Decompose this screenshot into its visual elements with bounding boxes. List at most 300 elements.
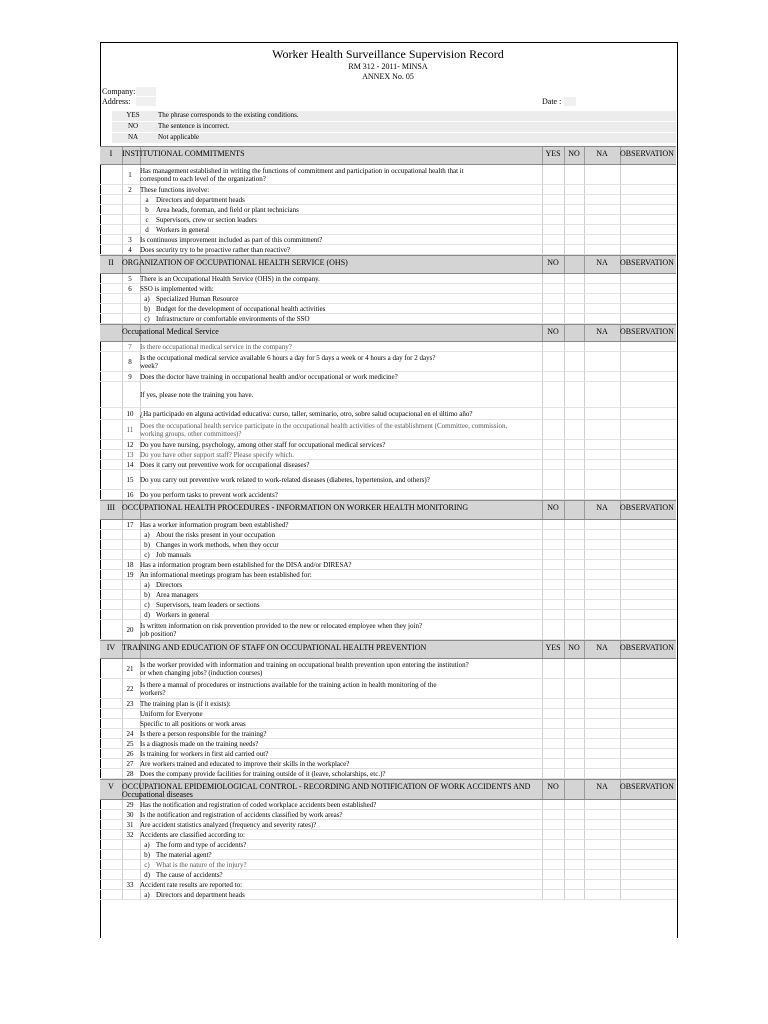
question-row <box>100 352 676 372</box>
observation-cell[interactable] <box>621 294 676 303</box>
observation-cell[interactable] <box>621 679 676 698</box>
question-text: Do you perform tasks to prevent work accidents? <box>140 491 278 499</box>
no-cell[interactable] <box>565 840 584 849</box>
legend-row <box>112 122 676 133</box>
question-text: Directors and department heads <box>156 891 245 899</box>
yes-cell[interactable] <box>543 759 564 768</box>
na-cell[interactable] <box>585 215 620 224</box>
observation-cell[interactable] <box>621 274 676 283</box>
cell-divider <box>122 890 123 899</box>
observation-cell[interactable] <box>621 830 676 839</box>
section-header-row <box>100 255 676 274</box>
yes-cell[interactable] <box>543 830 564 839</box>
yes-cell[interactable] <box>543 284 564 293</box>
na-cell[interactable] <box>585 470 620 489</box>
no-cell[interactable] <box>565 215 584 224</box>
no-cell[interactable] <box>565 759 584 768</box>
question-number: 28 <box>126 770 134 778</box>
na-cell[interactable] <box>585 590 620 599</box>
question-row <box>100 420 676 440</box>
cell-divider <box>122 215 123 224</box>
no-cell[interactable] <box>565 890 584 899</box>
observation-cell[interactable] <box>621 620 676 639</box>
observation-cell[interactable] <box>621 450 676 459</box>
no-column-header: NO <box>568 643 580 652</box>
na-cell[interactable] <box>585 225 620 234</box>
na-cell[interactable] <box>585 800 620 809</box>
date-field[interactable] <box>564 97 576 106</box>
question-row <box>100 185 676 195</box>
yes-cell[interactable] <box>543 709 564 718</box>
observation-cell[interactable] <box>621 205 676 214</box>
na-cell[interactable] <box>585 810 620 819</box>
observation-cell[interactable] <box>621 245 676 254</box>
yes-cell[interactable] <box>543 225 564 234</box>
item-letter: b) <box>144 851 150 859</box>
yes-cell[interactable] <box>543 850 564 859</box>
observation-cell[interactable] <box>621 215 676 224</box>
question-text: The material agent? <box>156 851 212 859</box>
question-row <box>100 860 676 870</box>
item-letter: c) <box>144 601 150 609</box>
na-column-header: NA <box>596 258 608 267</box>
question-row <box>100 749 676 759</box>
question-text: These functions involve: <box>140 186 210 194</box>
observation-cell[interactable] <box>621 739 676 748</box>
yes-cell[interactable] <box>543 530 564 539</box>
yes-cell[interactable] <box>543 769 564 778</box>
yes-cell[interactable] <box>543 165 564 184</box>
na-cell[interactable] <box>585 408 620 419</box>
question-row <box>100 800 676 810</box>
yes-cell[interactable] <box>543 610 564 619</box>
observation-cell[interactable] <box>621 880 676 889</box>
yes-cell[interactable] <box>543 245 564 254</box>
na-cell[interactable] <box>585 490 620 499</box>
observation-cell[interactable] <box>621 580 676 589</box>
na-cell[interactable] <box>585 382 620 407</box>
yes-cell[interactable] <box>543 810 564 819</box>
yes-cell[interactable] <box>543 490 564 499</box>
yes-cell[interactable] <box>543 420 564 439</box>
observation-cell[interactable] <box>621 408 676 419</box>
question-text: Budget for the development of occupational health activities <box>156 305 326 313</box>
na-cell[interactable] <box>585 580 620 589</box>
na-cell[interactable] <box>585 840 620 849</box>
na-cell[interactable] <box>585 284 620 293</box>
observation-cell[interactable] <box>621 860 676 869</box>
yes-cell[interactable] <box>543 342 564 351</box>
na-cell[interactable] <box>585 314 620 323</box>
no-cell[interactable] <box>565 530 584 539</box>
na-cell[interactable] <box>585 890 620 899</box>
na-cell[interactable] <box>585 659 620 678</box>
yes-cell[interactable] <box>543 880 564 889</box>
observation-cell[interactable] <box>621 709 676 718</box>
question-number: 32 <box>126 831 134 839</box>
no-cell[interactable] <box>565 749 584 758</box>
yes-cell[interactable] <box>543 294 564 303</box>
question-row <box>100 699 676 709</box>
na-cell[interactable] <box>585 830 620 839</box>
question-row <box>100 245 676 255</box>
yes-cell[interactable] <box>543 382 564 407</box>
observation-cell[interactable] <box>621 372 676 381</box>
yes-cell[interactable] <box>543 600 564 609</box>
yes-cell[interactable] <box>543 195 564 204</box>
question-number: 13 <box>126 451 134 459</box>
observation-cell[interactable] <box>621 890 676 899</box>
observation-cell[interactable] <box>621 530 676 539</box>
na-cell[interactable] <box>585 235 620 244</box>
observation-cell[interactable] <box>621 540 676 549</box>
yes-cell[interactable] <box>543 520 564 529</box>
no-cell[interactable] <box>565 195 584 204</box>
yes-cell[interactable] <box>543 820 564 829</box>
question-row <box>100 580 676 590</box>
na-cell[interactable] <box>585 820 620 829</box>
na-cell[interactable] <box>585 195 620 204</box>
observation-cell[interactable] <box>621 850 676 859</box>
question-row <box>100 450 676 460</box>
question-number: 6 <box>128 285 132 293</box>
no-cell[interactable] <box>565 880 584 889</box>
na-column-header: NA <box>596 643 608 652</box>
item-letter: c) <box>144 861 150 869</box>
yes-cell[interactable] <box>543 800 564 809</box>
no-cell[interactable] <box>565 245 584 254</box>
yes-cell[interactable] <box>543 372 564 381</box>
na-cell[interactable] <box>585 570 620 579</box>
yes-cell[interactable] <box>543 304 564 313</box>
observation-cell[interactable] <box>621 185 676 194</box>
na-cell[interactable] <box>585 749 620 758</box>
na-cell[interactable] <box>585 870 620 879</box>
yes-cell[interactable] <box>543 739 564 748</box>
no-cell[interactable] <box>565 440 584 449</box>
na-cell[interactable] <box>585 185 620 194</box>
no-cell[interactable] <box>565 810 584 819</box>
observation-cell[interactable] <box>621 590 676 599</box>
no-cell[interactable] <box>565 570 584 579</box>
observation-cell[interactable] <box>621 870 676 879</box>
no-cell[interactable] <box>565 550 584 559</box>
na-cell[interactable] <box>585 610 620 619</box>
na-cell[interactable] <box>585 550 620 559</box>
yes-cell[interactable] <box>543 749 564 758</box>
observation-cell[interactable] <box>621 759 676 768</box>
question-text: Accidents are classified according to: <box>140 831 245 839</box>
observation-cell[interactable] <box>621 225 676 234</box>
cell-divider <box>122 850 123 859</box>
yes-cell[interactable] <box>543 620 564 639</box>
question-text: Has management established in writing the functions of commitment and participation in occupational health that it correspond to each level of the organization? <box>140 167 464 183</box>
no-cell[interactable] <box>565 659 584 678</box>
observation-cell[interactable] <box>621 769 676 778</box>
no-cell[interactable] <box>565 560 584 569</box>
observation-cell[interactable] <box>621 840 676 849</box>
question-row <box>100 550 676 560</box>
cell-divider <box>122 205 123 214</box>
item-letter: b) <box>144 591 150 599</box>
no-cell[interactable] <box>565 294 584 303</box>
na-cell[interactable] <box>585 530 620 539</box>
yes-cell[interactable] <box>543 550 564 559</box>
yes-cell[interactable] <box>543 235 564 244</box>
question-row <box>100 719 676 729</box>
observation-cell[interactable] <box>621 195 676 204</box>
no-cell[interactable] <box>565 610 584 619</box>
no-cell[interactable] <box>565 372 584 381</box>
na-cell[interactable] <box>585 440 620 449</box>
na-cell[interactable] <box>585 294 620 303</box>
na-cell[interactable] <box>585 352 620 371</box>
question-number: 22 <box>126 685 134 693</box>
na-cell[interactable] <box>585 245 620 254</box>
no-cell[interactable] <box>565 235 584 244</box>
yes-cell[interactable] <box>543 540 564 549</box>
no-cell[interactable] <box>565 709 584 718</box>
no-cell[interactable] <box>565 284 584 293</box>
observation-cell[interactable] <box>621 352 676 371</box>
section-number: IV <box>106 643 116 652</box>
yes-cell[interactable] <box>543 440 564 449</box>
no-column-header: NO <box>547 782 559 791</box>
yes-cell[interactable] <box>543 470 564 489</box>
yes-cell[interactable] <box>543 215 564 224</box>
na-cell[interactable] <box>585 165 620 184</box>
observation-cell[interactable] <box>621 342 676 351</box>
yes-cell[interactable] <box>543 870 564 879</box>
yes-cell[interactable] <box>543 699 564 708</box>
na-cell[interactable] <box>585 769 620 778</box>
observation-cell[interactable] <box>621 382 676 407</box>
na-cell[interactable] <box>585 850 620 859</box>
no-cell[interactable] <box>565 274 584 283</box>
observation-cell[interactable] <box>621 284 676 293</box>
na-cell[interactable] <box>585 679 620 698</box>
question-text: Uniform for Everyone <box>140 710 203 718</box>
observation-column-header: OBSERVATION <box>620 503 674 512</box>
section-number: III <box>107 503 115 512</box>
na-cell[interactable] <box>585 739 620 748</box>
yes-cell[interactable] <box>543 314 564 323</box>
na-cell[interactable] <box>585 880 620 889</box>
question-text: Supervisors, team leaders or sections <box>156 601 260 609</box>
question-number: 10 <box>126 410 134 418</box>
na-cell[interactable] <box>585 709 620 718</box>
na-cell[interactable] <box>585 540 620 549</box>
na-cell[interactable] <box>585 420 620 439</box>
yes-cell[interactable] <box>543 460 564 469</box>
question-text: If yes, please note the training you have. <box>140 391 254 399</box>
question-number: 5 <box>128 275 132 283</box>
no-cell[interactable] <box>565 470 584 489</box>
observation-cell[interactable] <box>621 719 676 728</box>
yes-cell[interactable] <box>543 860 564 869</box>
na-cell[interactable] <box>585 729 620 738</box>
observation-cell[interactable] <box>621 490 676 499</box>
observation-cell[interactable] <box>621 520 676 529</box>
question-row <box>100 372 676 382</box>
no-cell[interactable] <box>565 870 584 879</box>
item-letter: c <box>145 216 149 224</box>
no-cell[interactable] <box>565 450 584 459</box>
yes-cell[interactable] <box>543 719 564 728</box>
no-cell[interactable] <box>565 699 584 708</box>
yes-cell[interactable] <box>543 679 564 698</box>
na-cell[interactable] <box>585 560 620 569</box>
observation-cell[interactable] <box>621 729 676 738</box>
section-title: Occupational Medical Service <box>122 328 219 336</box>
no-cell[interactable] <box>565 540 584 549</box>
na-cell[interactable] <box>585 759 620 768</box>
no-cell[interactable] <box>565 304 584 313</box>
yes-cell[interactable] <box>543 450 564 459</box>
yes-cell[interactable] <box>543 274 564 283</box>
observation-cell[interactable] <box>621 550 676 559</box>
question-text: The training plan is (if it exists): <box>140 700 231 708</box>
legend-text: The phrase corresponds to the existing conditions. <box>158 111 299 119</box>
observation-cell[interactable] <box>621 800 676 809</box>
na-cell[interactable] <box>585 860 620 869</box>
cell-divider <box>122 590 123 599</box>
no-cell[interactable] <box>565 769 584 778</box>
question-text: Is there occupational medical service in the company? <box>140 343 292 351</box>
na-cell[interactable] <box>585 304 620 313</box>
question-number: 27 <box>126 760 134 768</box>
cell-divider <box>122 195 123 204</box>
question-text: Specific to all positions or work areas <box>140 720 246 728</box>
yes-cell[interactable] <box>543 352 564 371</box>
question-row <box>100 342 676 352</box>
na-cell[interactable] <box>585 342 620 351</box>
observation-cell[interactable] <box>621 470 676 489</box>
no-cell[interactable] <box>565 352 584 371</box>
na-cell[interactable] <box>585 719 620 728</box>
no-cell[interactable] <box>565 314 584 323</box>
no-cell[interactable] <box>565 205 584 214</box>
observation-cell[interactable] <box>621 570 676 579</box>
na-cell[interactable] <box>585 372 620 381</box>
no-cell[interactable] <box>565 420 584 439</box>
na-cell[interactable] <box>585 600 620 609</box>
yes-cell[interactable] <box>543 570 564 579</box>
question-row <box>100 679 676 699</box>
na-cell[interactable] <box>585 205 620 214</box>
no-cell[interactable] <box>565 225 584 234</box>
no-cell[interactable] <box>565 185 584 194</box>
observation-cell[interactable] <box>621 440 676 449</box>
address-field[interactable] <box>136 97 156 106</box>
no-cell[interactable] <box>565 620 584 639</box>
no-cell[interactable] <box>565 719 584 728</box>
yes-cell[interactable] <box>543 729 564 738</box>
yes-cell[interactable] <box>543 408 564 419</box>
no-cell[interactable] <box>565 520 584 529</box>
observation-cell[interactable] <box>621 235 676 244</box>
no-cell[interactable] <box>565 342 584 351</box>
no-cell[interactable] <box>565 460 584 469</box>
no-cell[interactable] <box>565 382 584 407</box>
observation-cell[interactable] <box>621 610 676 619</box>
observation-cell[interactable] <box>621 304 676 313</box>
observation-cell[interactable] <box>621 460 676 469</box>
company-field[interactable] <box>136 87 156 96</box>
question-text: Is the occupational medical service available 6 hours a day for 5 days a week or 4 hours a day for 2 days? week? <box>140 354 436 370</box>
no-cell[interactable] <box>565 679 584 698</box>
legend-row <box>112 111 676 122</box>
observation-cell[interactable] <box>621 314 676 323</box>
no-cell[interactable] <box>565 800 584 809</box>
yes-cell[interactable] <box>543 185 564 194</box>
no-cell[interactable] <box>565 408 584 419</box>
observation-cell[interactable] <box>621 420 676 439</box>
observation-cell[interactable] <box>621 810 676 819</box>
na-cell[interactable] <box>585 620 620 639</box>
observation-cell[interactable] <box>621 749 676 758</box>
question-row <box>100 235 676 245</box>
cell-divider <box>122 719 123 728</box>
no-cell[interactable] <box>565 165 584 184</box>
yes-cell[interactable] <box>543 840 564 849</box>
observation-cell[interactable] <box>621 600 676 609</box>
na-cell[interactable] <box>585 274 620 283</box>
question-row <box>100 195 676 205</box>
yes-cell[interactable] <box>543 659 564 678</box>
yes-column-header: YES <box>545 149 561 158</box>
observation-cell[interactable] <box>621 165 676 184</box>
question-number: 16 <box>126 491 134 499</box>
observation-cell[interactable] <box>621 659 676 678</box>
question-text: Directors and department heads <box>156 196 245 204</box>
no-cell[interactable] <box>565 830 584 839</box>
na-cell[interactable] <box>585 460 620 469</box>
no-cell[interactable] <box>565 580 584 589</box>
yes-cell[interactable] <box>543 205 564 214</box>
no-cell[interactable] <box>565 600 584 609</box>
no-cell[interactable] <box>565 490 584 499</box>
yes-cell[interactable] <box>543 580 564 589</box>
observation-cell[interactable] <box>621 699 676 708</box>
yes-cell[interactable] <box>543 590 564 599</box>
no-cell[interactable] <box>565 590 584 599</box>
no-cell[interactable] <box>565 729 584 738</box>
observation-cell[interactable] <box>621 820 676 829</box>
question-text: Does the occupational health service participate in the occupational health activities of the establishment (Committee, commission, working groups, other committees)? <box>140 422 508 438</box>
no-cell[interactable] <box>565 820 584 829</box>
na-cell[interactable] <box>585 450 620 459</box>
question-number: 9 <box>128 373 132 381</box>
question-text: Is the notification and registration of accidents classified by work areas? <box>140 811 343 819</box>
na-cell[interactable] <box>585 520 620 529</box>
question-number: 2 <box>128 186 132 194</box>
no-cell[interactable] <box>565 850 584 859</box>
yes-cell[interactable] <box>543 890 564 899</box>
no-cell[interactable] <box>565 860 584 869</box>
question-row <box>100 530 676 540</box>
question-number: 8 <box>128 358 132 366</box>
cell-divider <box>122 870 123 879</box>
question-text: Is written information on risk prevention provided to the new or relocated employee when they join? job position? <box>140 622 423 638</box>
na-cell[interactable] <box>585 699 620 708</box>
observation-cell[interactable] <box>621 560 676 569</box>
yes-cell[interactable] <box>543 560 564 569</box>
no-column-header: NO <box>547 503 559 512</box>
question-row <box>100 590 676 600</box>
no-cell[interactable] <box>565 739 584 748</box>
question-text: Do you have nursing, psychology, among other staff for occupational medical services? <box>140 441 386 449</box>
